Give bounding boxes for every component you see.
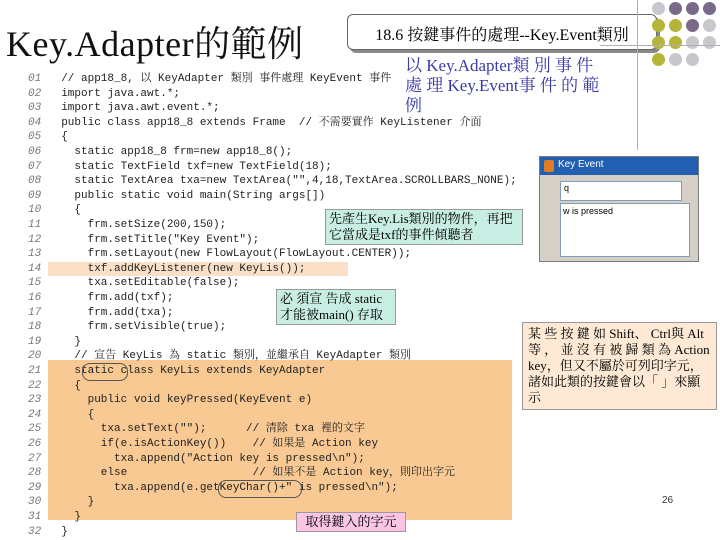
code-text: static TextField txf=new TextField(18); [48, 160, 332, 173]
text-field-value: q [564, 183, 570, 193]
code-text: frm.add(txa); [48, 306, 174, 319]
code-line [28, 160, 332, 175]
code-line [28, 408, 94, 423]
slide-description: 以 Key.Adapter類 別 事 件 處 理 Key.Event事 件 的 範 例 [405, 56, 600, 115]
slide-title: Key.Adapter的範例 [6, 24, 304, 64]
code-line [28, 116, 481, 131]
decorative-dot [669, 2, 682, 15]
decorative-dot [703, 19, 716, 32]
code-line [28, 72, 391, 87]
code-line [28, 262, 305, 277]
section-label: 18.6 按鍵事件的處理--Key.Event類別 [375, 27, 629, 44]
decorative-dot [669, 19, 682, 32]
code-line [28, 364, 325, 379]
window-title: Key Event [558, 159, 604, 170]
line-number: 20 [28, 350, 42, 363]
decorative-dot [686, 19, 699, 32]
decorative-dot [652, 53, 665, 66]
line-number: 25 [28, 423, 42, 436]
line-number: 08 [28, 175, 42, 188]
decorative-dot [652, 2, 665, 15]
code-line [28, 87, 180, 102]
code-line [28, 525, 68, 540]
window-titlebar [540, 157, 698, 175]
code-line [28, 481, 398, 496]
decorative-dot [703, 2, 716, 15]
code-line [28, 422, 365, 437]
line-number: 03 [28, 102, 42, 115]
decorative-dot [703, 36, 716, 49]
line-number: 19 [28, 335, 42, 348]
code-text: if(e.isActionKey()) // 如果是 Action key [48, 438, 379, 450]
line-number: 30 [28, 496, 42, 509]
code-text: // app18_8, 以 KeyAdapter 類別 事件處理 KeyEvent 事件 [48, 73, 392, 85]
line-number: 11 [28, 219, 42, 231]
code-line [28, 306, 173, 321]
code-text: } [48, 335, 82, 348]
code-text: import java.awt.event.*; [48, 102, 220, 115]
listener-callout: 先產生Key.Lis類別的物件，再把它當成是txf的事件傾聽者 [325, 209, 523, 245]
line-number: 14 [28, 262, 42, 275]
code-line [28, 247, 411, 262]
getkeychar-mark [218, 480, 302, 498]
code-text: txa.setEditable(false); [48, 277, 240, 290]
decorative-dot [686, 53, 699, 66]
code-text: txf.addKeyListener(new KeyLis()); [48, 262, 306, 275]
code-line [28, 510, 81, 525]
code-line [28, 130, 68, 145]
code-line [28, 495, 94, 510]
code-line [28, 233, 259, 248]
line-number: 12 [28, 233, 42, 246]
line-number: 09 [28, 189, 42, 202]
code-line [28, 218, 226, 233]
decorative-dots [0, 0, 720, 60]
line-number: 01 [28, 73, 42, 85]
line-number: 29 [28, 481, 42, 494]
code-text: { [48, 131, 68, 144]
key-event-window [539, 156, 699, 262]
code-line [28, 101, 220, 116]
code-text: { [48, 204, 82, 217]
line-number: 26 [28, 438, 42, 450]
decorative-dot [652, 19, 665, 32]
code-line [28, 276, 239, 291]
text-area-value: w is pressed [563, 206, 614, 216]
code-line [28, 349, 411, 364]
code-text: frm.setTitle("Key Event"); [48, 233, 260, 246]
code-text: public class app18_8 extends Frame // 不需要實作 KeyListener 介面 [48, 116, 482, 129]
code-line [28, 335, 81, 350]
get-char-callout: 取得鍵入的字元 [296, 512, 406, 532]
code-line [28, 393, 312, 408]
decorative-dot [652, 36, 665, 49]
decorative-dot [686, 2, 699, 15]
java-icon [544, 160, 554, 172]
code-text: static app18_8 frm=new app18_8(); [48, 146, 293, 158]
code-text: txa.setText(""); // 清除 txa 裡的文字 [48, 423, 365, 436]
line-number: 04 [28, 116, 42, 129]
code-line [28, 174, 517, 189]
line-number: 24 [28, 408, 42, 421]
line-number: 17 [28, 306, 42, 319]
code-text: frm.setLayout(new FlowLayout(FlowLayout.CENTER)); [48, 248, 412, 261]
code-line [28, 189, 325, 204]
page-number: 26 [662, 495, 674, 506]
code-text: public static void main(String args[]) [48, 189, 326, 202]
code-line [28, 466, 455, 481]
code-text: } [48, 525, 68, 538]
code-text: frm.setVisible(true); [48, 321, 227, 334]
code-text: static TextArea txa=new TextArea("",4,18,TextArea.SCROLLBARS_NONE); [48, 175, 517, 188]
code-text: else // 如果不是 Action key，則印出字元 [48, 467, 456, 480]
code-line [28, 452, 365, 467]
decorative-dot [686, 36, 699, 49]
line-number: 02 [28, 87, 42, 100]
line-number: 05 [28, 131, 42, 144]
decorative-dot [669, 53, 682, 66]
action-keys-callout: 某 些 按 鍵 如 Shift、 Ctrl與 Alt等 ， 並 沒 有 被 歸 類 為 Action key，但又不屬於可列印字元，諸如此類的按鍵會以「 」來顯示 [522, 322, 717, 410]
code-text: txa.append("Action key is pressed\n"); [48, 452, 365, 465]
line-number: 22 [28, 379, 42, 392]
code-text: { [48, 379, 82, 392]
line-number: 06 [28, 146, 42, 158]
text-field[interactable] [560, 181, 682, 201]
code-line [28, 320, 226, 335]
static-callout: 必 須宣 告成 static 才能被main() 存取 [276, 289, 396, 325]
code-listing [28, 72, 517, 540]
code-line [28, 437, 378, 452]
decorative-rule-vertical [637, 0, 638, 150]
line-number: 28 [28, 467, 42, 480]
code-line [28, 145, 292, 160]
decorative-rule-horizontal [600, 45, 720, 46]
line-number: 10 [28, 204, 42, 217]
code-text: frm.add(txf); [48, 292, 174, 304]
decorative-dot [669, 36, 682, 49]
code-line [28, 291, 173, 306]
code-text: frm.setSize(200,150); [48, 219, 227, 231]
line-number: 21 [28, 365, 42, 377]
code-line [28, 203, 81, 218]
line-number: 23 [28, 394, 42, 407]
static-keyword-mark [82, 363, 128, 381]
line-number: 16 [28, 292, 42, 304]
code-text: static class KeyLis extends KeyAdapter [48, 365, 326, 377]
text-area[interactable] [560, 203, 690, 257]
line-number: 13 [28, 248, 42, 261]
code-text: txa.append(e.getKeyChar()+" is pressed\n"); [48, 481, 398, 494]
line-number: 18 [28, 321, 42, 334]
code-text: public void keyPressed(KeyEvent e) [48, 394, 313, 407]
line-number: 15 [28, 277, 42, 290]
line-number: 32 [28, 525, 42, 538]
line-number: 27 [28, 452, 42, 465]
code-text: } [48, 496, 95, 509]
code-text: // 宣告 KeyLis 為 static 類別，並繼承自 KeyAdapter 類別 [48, 350, 412, 363]
line-number: 31 [28, 511, 42, 523]
code-text: { [48, 408, 95, 421]
code-text: } [48, 511, 82, 523]
code-text: import java.awt.*; [48, 87, 181, 100]
code-line [28, 379, 81, 394]
line-number: 07 [28, 160, 42, 173]
